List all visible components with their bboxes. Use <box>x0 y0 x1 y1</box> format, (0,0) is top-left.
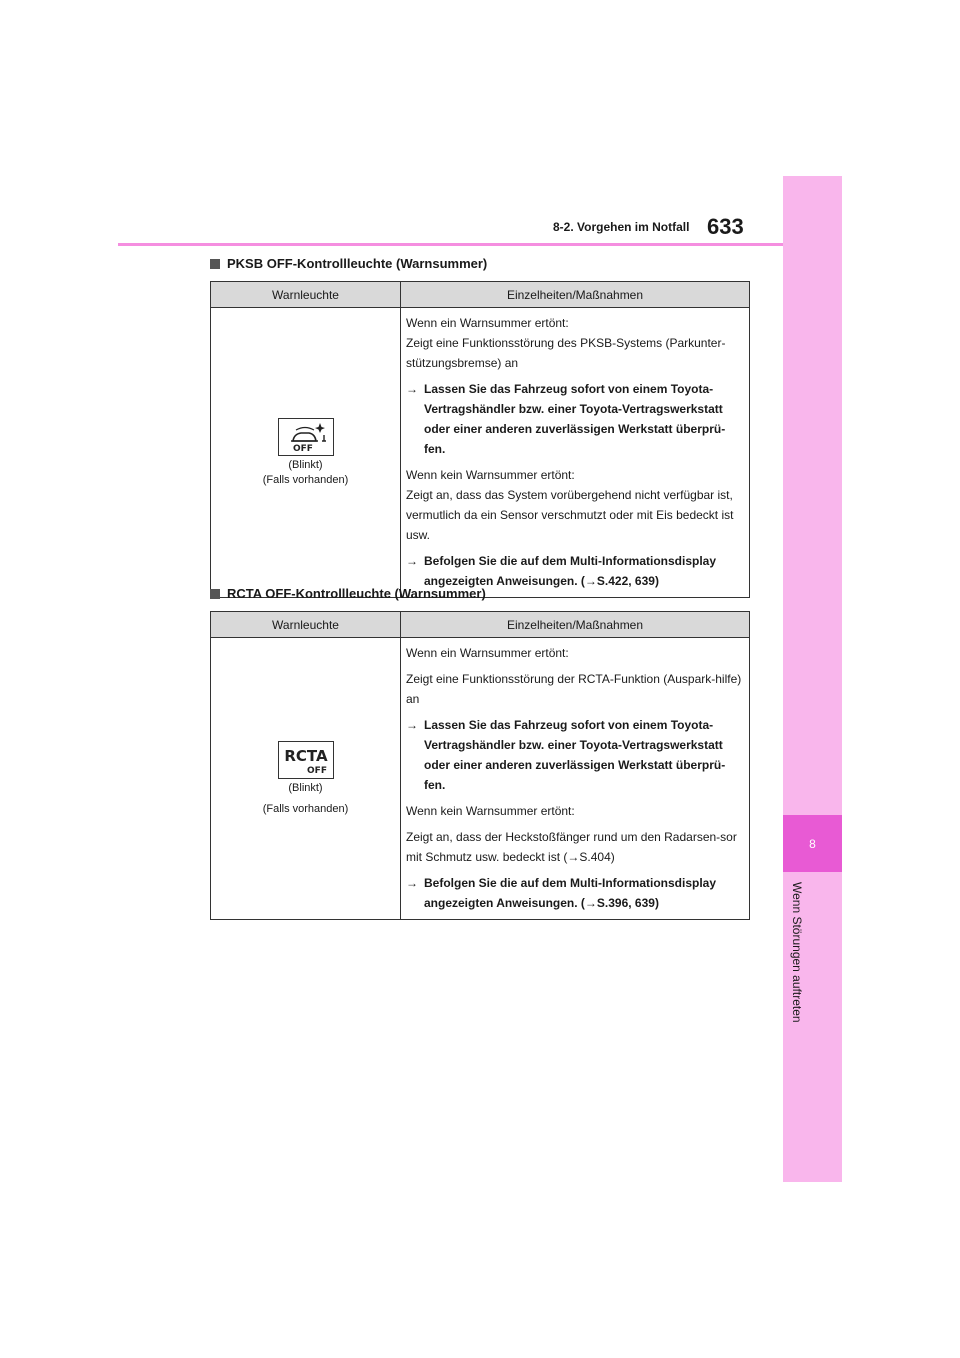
arrow-icon: → <box>406 876 418 890</box>
action-text: Befolgen Sie die auf dem Multi-Informationsdisplay angezeigten Anweisungen. (→S.422, 639) <box>424 554 717 588</box>
condition-text: Wenn ein Warnsummer ertönt: <box>406 646 569 660</box>
action-item <box>406 715 743 795</box>
heading-text: PKSB OFF-Kontrollleuchte (Warnsummer) <box>227 256 488 271</box>
svg-text:OFF: OFF <box>292 443 313 454</box>
col-header-warnleuchte: Warnleuchte <box>211 282 401 308</box>
description-text: Zeigt eine Funktionsstörung der RCTA-Funktion (Auspark-hilfe) an <box>406 672 742 706</box>
arrow-icon: → <box>406 382 418 396</box>
bullet-square-icon <box>210 589 220 599</box>
action-text: Befolgen Sie die auf dem Multi-Informationsdisplay angezeigten Anweisungen. (→S.396, 639) <box>424 876 717 910</box>
icon-caption: (Falls vorhanden) <box>262 473 349 486</box>
table-header-row <box>211 612 750 638</box>
details-cell <box>401 638 750 920</box>
page-number: 633 <box>707 214 744 239</box>
icon-caption: (Blinkt) <box>288 458 323 471</box>
chapter-number: 8 <box>783 815 842 872</box>
bullet-square-icon <box>210 259 220 269</box>
icon-cell <box>211 638 401 920</box>
action-text: Lassen Sie das Fahrzeug sofort von einem Toyota-Vertragshändler bzw. einer Toyota-Vertragswerkstatt oder einer anderen zuverlässigen Werkstatt überprü-fen. <box>424 718 726 792</box>
heading-text: RCTA OFF-Kontrollleuchte (Warnsummer) <box>227 586 486 601</box>
table-row <box>211 638 750 920</box>
action-item <box>406 551 743 591</box>
arrow-icon: → <box>406 718 418 732</box>
condition-text: Wenn kein Warnsummer ertönt: <box>406 804 575 818</box>
condition-text: Wenn kein Warnsummer ertönt: <box>406 468 575 482</box>
chapter-title: Wenn Störungen auftreten <box>790 882 804 1023</box>
icon-cell <box>211 308 401 598</box>
action-item <box>406 379 743 459</box>
icon-caption: (Blinkt) <box>288 781 323 794</box>
svg-text:RCTA: RCTA <box>283 746 328 765</box>
description-text: Zeigt an, dass der Heckstoßfänger rund um den Radarsen-sor mit Schmutz usw. bedeckt ist (→S.404) <box>406 830 737 864</box>
warning-table-rcta <box>210 611 750 920</box>
section-heading-pksb <box>210 256 487 271</box>
header-rule <box>118 243 783 246</box>
col-header-details: Einzelheiten/Maßnahmen <box>401 282 750 308</box>
action-text: Lassen Sie das Fahrzeug sofort von einem Toyota-Vertragshändler bzw. einer Toyota-Vertragswerkstatt oder einer anderen zuverlässigen Werkstatt überprü-fen. <box>424 382 726 456</box>
col-header-details: Einzelheiten/Maßnahmen <box>401 612 750 638</box>
arrow-icon: → <box>406 554 418 568</box>
action-item <box>406 873 743 913</box>
condition-text: Wenn ein Warnsummer ertönt: <box>406 316 569 330</box>
details-cell <box>401 308 750 598</box>
icon-caption: (Falls vorhanden) <box>262 802 349 815</box>
section-heading-rcta <box>210 586 486 601</box>
table-row <box>211 308 750 598</box>
rcta-off-icon <box>278 741 334 779</box>
warning-table-pksb <box>210 281 750 598</box>
svg-text:OFF: OFF <box>306 765 327 776</box>
description-text: Zeigt an, dass das System vorübergehend nicht verfügbar ist, vermutlich da ein Sensor verschmutzt oder mit Eis bedeckt ist usw. <box>406 488 734 542</box>
description-text: Zeigt eine Funktionsstörung des PKSB-Systems (Parkunter-stützungsbremse) an <box>406 336 726 370</box>
table-header-row <box>211 282 750 308</box>
pksb-off-icon <box>278 418 334 456</box>
section-label: 8-2. Vorgehen im Notfall <box>553 220 690 234</box>
col-header-warnleuchte: Warnleuchte <box>211 612 401 638</box>
